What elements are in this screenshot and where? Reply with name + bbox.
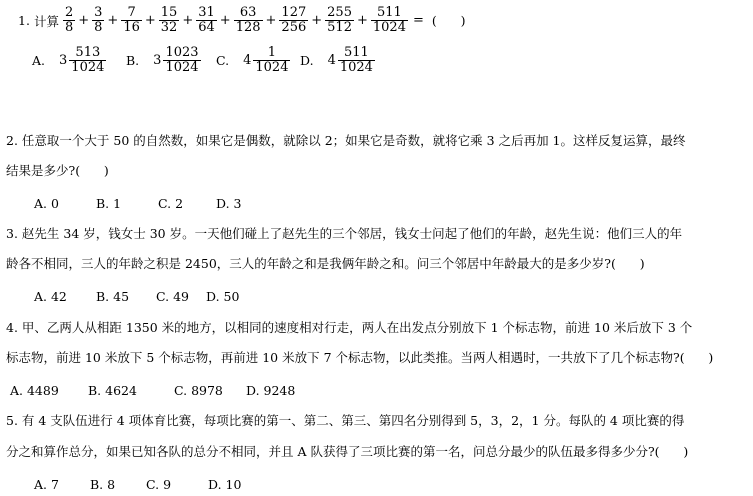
question-1-label: 计算 <box>33 13 59 29</box>
fraction-denominator: 1024 <box>165 60 199 75</box>
fraction-denominator: 1024 <box>372 20 406 35</box>
option-c: C. 9 <box>146 477 172 492</box>
fraction-numerator: 63 <box>239 5 257 20</box>
fraction <box>63 6 75 35</box>
question-1-fractions <box>62 6 409 35</box>
option-d: D. 9248 <box>246 383 296 398</box>
equals-sign: = <box>412 13 424 28</box>
fraction-numerator: 1 <box>267 45 277 60</box>
question-2-line-2: 结果是多少?( ) <box>6 163 109 178</box>
fraction-denominator: 1024 <box>71 60 105 75</box>
fraction-numerator: 511 <box>377 5 402 20</box>
option-c: C. 8978 <box>174 383 223 398</box>
option-letter: B. <box>126 53 140 68</box>
answer-blank: ( ) <box>431 13 466 28</box>
fraction-denominator: 16 <box>123 20 140 35</box>
option-c <box>216 46 300 75</box>
fraction <box>69 46 106 75</box>
plus-sign: + <box>265 13 277 28</box>
fraction <box>159 6 180 35</box>
question-3-line-2: 龄各不相同，三人的年龄之积是 2450，三人的年龄之和是我俩年龄之和。问三个邻居中年龄最大的是多少岁?( ) <box>6 256 645 271</box>
fraction-numerator: 31 <box>198 5 215 20</box>
question-3-line-1: 3. 赵先生 34 岁，钱女士 30 岁。一天他们碰上了赵先生的三个邻居，钱女士问起了他们的年龄，赵先生说：他们三人的年 <box>6 226 683 241</box>
fraction-denominator: 8 <box>94 20 103 35</box>
option-a: A. 42 <box>34 289 67 304</box>
question-5-line-1: 5. 有 4 支队伍进行 4 项体育比赛，每项比赛的第一、第二、第三、第四名分别得到 5，3，2，1 分。每队的 4 项比赛的得 <box>6 413 685 428</box>
mixed-number-whole: 3 <box>59 53 68 68</box>
option-a: A. 4489 <box>10 383 59 398</box>
question-1-number: 1. <box>18 13 30 28</box>
fraction <box>196 6 217 35</box>
option-a: A. 7 <box>34 477 59 492</box>
fraction-numerator: 255 <box>327 5 352 20</box>
fraction-numerator: 7 <box>127 5 136 20</box>
mixed-number-whole: 4 <box>243 53 252 68</box>
fraction <box>279 6 308 35</box>
question-5-options <box>34 477 241 493</box>
option-letter: D. <box>300 53 314 68</box>
question-4-line-2: 标志物，前进 10 米放下 5 个标志物，再前进 10 米放下 7 个标志物，以此类推。当两人相遇时，一共放下了几个标志物?( ) <box>6 350 714 365</box>
fraction-denominator: 512 <box>327 20 352 35</box>
fraction-denominator: 1024 <box>255 60 289 75</box>
fraction-numerator: 3 <box>94 5 103 20</box>
option-a: A. 0 <box>34 196 59 211</box>
fraction-denominator: 256 <box>281 20 307 35</box>
question-5-line-2: 分之和算作总分，如果已知各队的总分不相同，并且 A 队获得了三项比赛的第一名，问总分最少的队伍最多得多少分?( ) <box>6 444 689 459</box>
question-1 <box>6 6 465 35</box>
fraction-denominator: 128 <box>235 20 261 35</box>
question-3-options <box>34 289 239 305</box>
fraction-numerator: 511 <box>343 45 369 60</box>
option-d <box>300 46 376 75</box>
fraction <box>371 6 408 35</box>
fraction-numerator: 513 <box>75 45 101 60</box>
fraction <box>234 6 263 35</box>
option-b: B. 45 <box>96 289 130 304</box>
plus-sign: + <box>311 13 323 28</box>
question-1-options <box>32 46 376 75</box>
plus-sign: + <box>356 13 368 28</box>
fraction <box>325 6 354 35</box>
mixed-number-whole: 3 <box>153 53 162 68</box>
fraction <box>121 6 142 35</box>
option-c: C. 49 <box>156 289 189 304</box>
option-b: B. 1 <box>96 196 122 211</box>
option-d: D. 10 <box>208 477 242 492</box>
question-4-line-1: 4. 甲、乙两人从相距 1350 米的地方，以相同的速度相对行走，两人在出发点分别放下 1 个标志物，前进 10 米后放下 3 个 <box>6 320 693 335</box>
option-c: C. 2 <box>158 196 184 211</box>
mixed-number-whole: 4 <box>327 53 336 68</box>
fraction <box>253 46 290 75</box>
plus-sign: + <box>107 13 119 28</box>
option-letter: C. <box>216 53 230 68</box>
plus-sign: + <box>182 13 194 28</box>
plus-sign: + <box>219 13 231 28</box>
option-d: D. 50 <box>206 289 240 304</box>
fraction-numerator: 1023 <box>165 45 199 60</box>
fraction-numerator: 2 <box>64 5 74 20</box>
question-1-expression <box>6 6 465 35</box>
fraction-denominator: 1024 <box>339 60 373 75</box>
option-letter: A. <box>32 53 46 68</box>
fraction-denominator: 8 <box>64 20 74 35</box>
option-b: B. 4624 <box>88 383 137 398</box>
fraction-numerator: 127 <box>281 5 307 20</box>
plus-sign: + <box>144 13 156 28</box>
question-2-options <box>34 196 241 212</box>
question-2-line-1: 2. 任意取一个大于 50 的自然数，如果它是偶数，就除以 2；如果它是奇数，就将它乘 3 之后再加 1。这样反复运算，最终 <box>6 133 686 148</box>
option-b <box>126 46 216 75</box>
option-d: D. 3 <box>216 196 242 211</box>
option-b: B. 8 <box>90 477 116 492</box>
question-4-options <box>10 383 295 399</box>
fraction <box>338 46 375 75</box>
option-a <box>32 46 126 75</box>
fraction-denominator: 64 <box>198 20 215 35</box>
fraction-numerator: 15 <box>160 5 178 20</box>
fraction <box>163 46 200 75</box>
fraction-denominator: 32 <box>160 20 178 35</box>
fraction <box>92 6 104 35</box>
plus-sign: + <box>78 13 90 28</box>
